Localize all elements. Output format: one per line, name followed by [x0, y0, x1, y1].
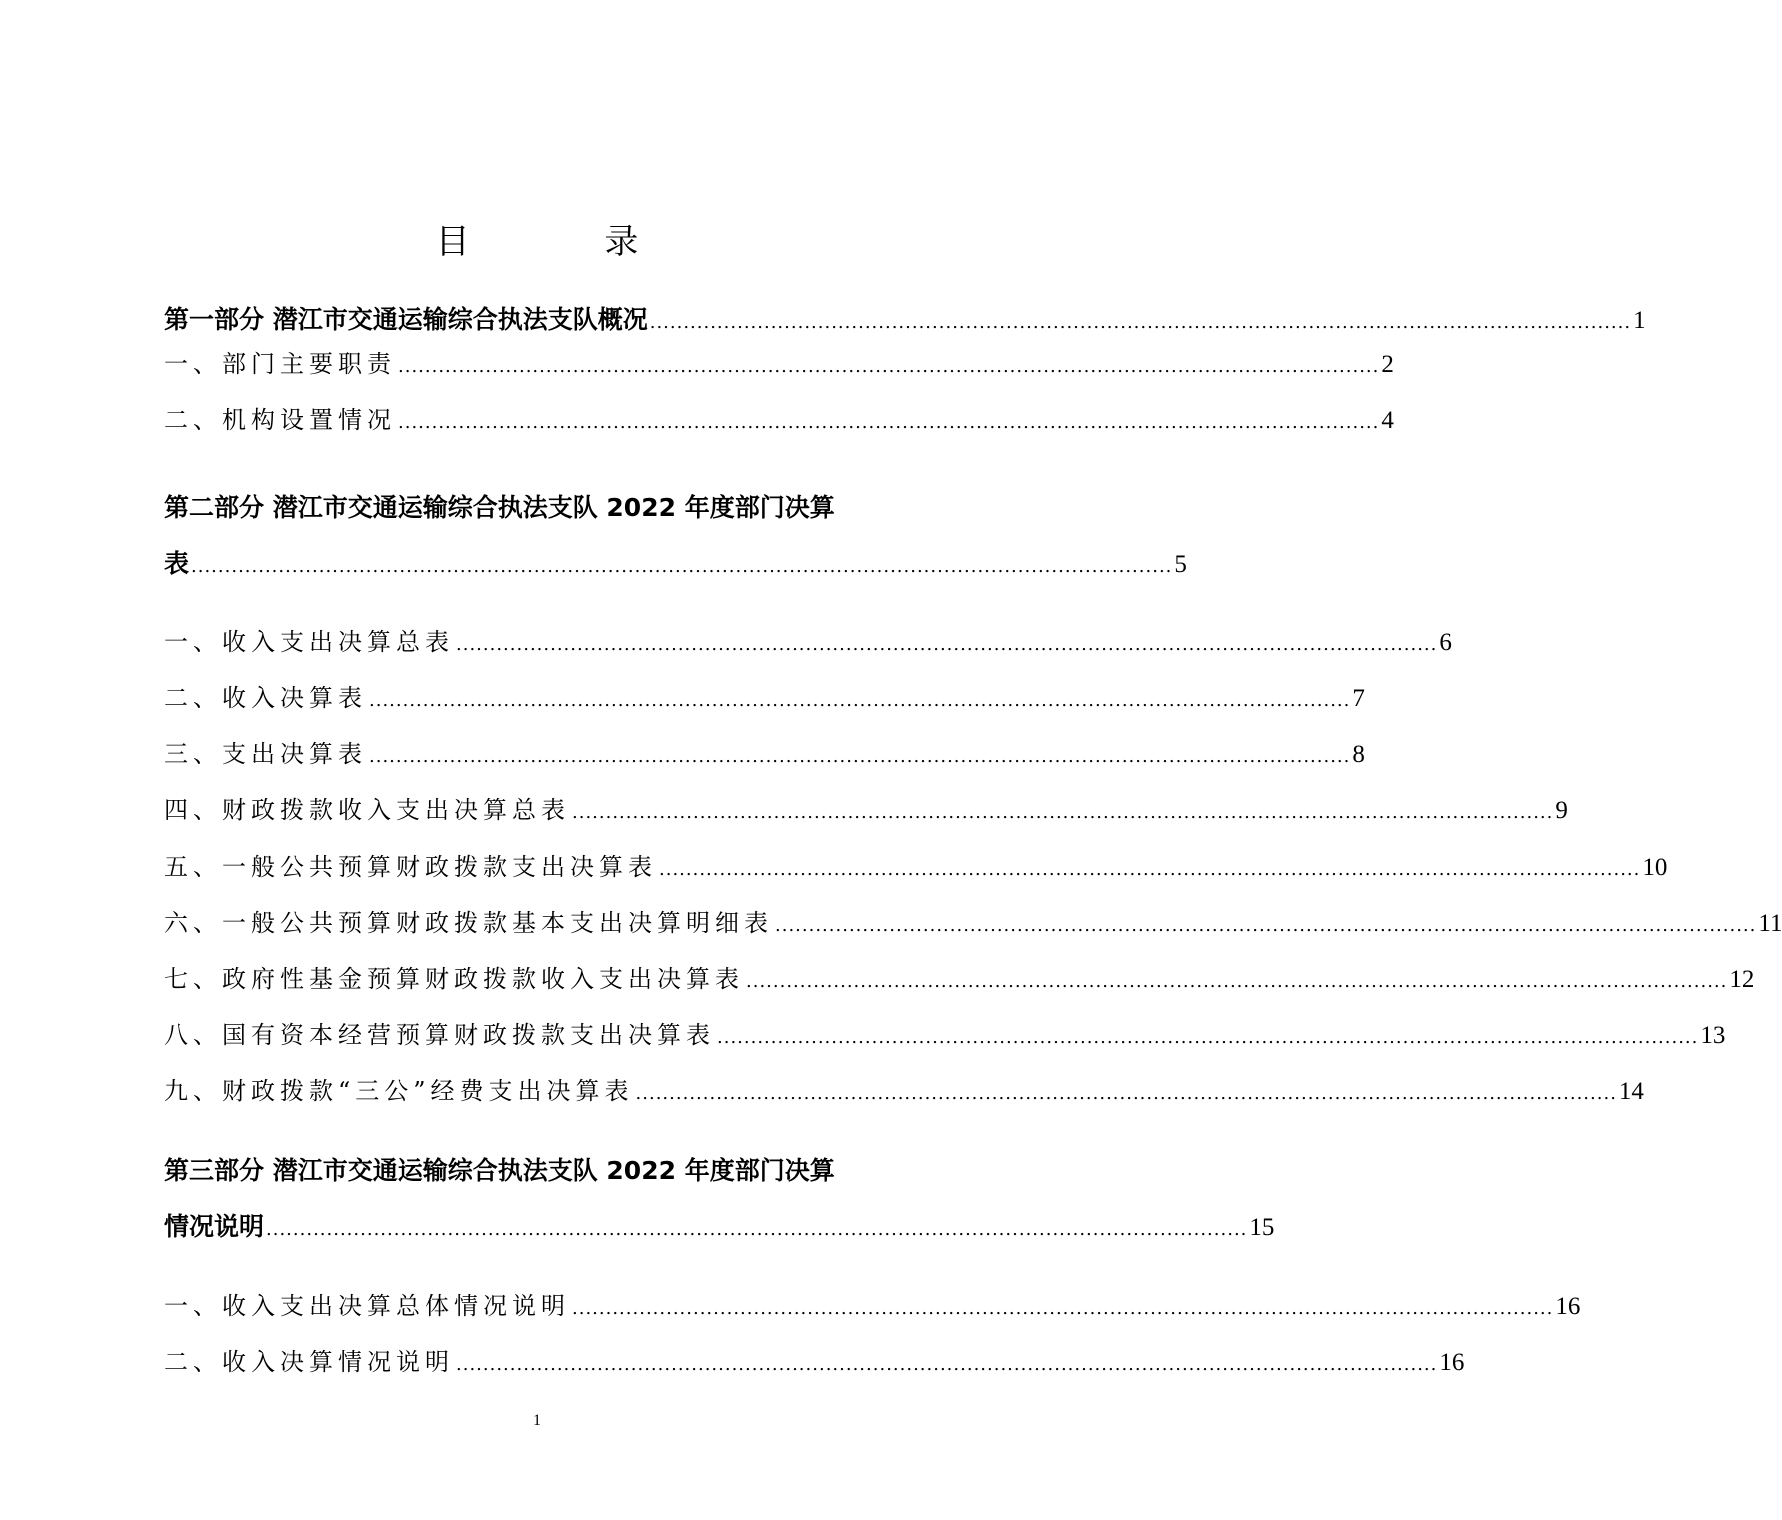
toc-entry-label: 六、一般公共预算财政拨款基本支出决算明细表: [164, 909, 773, 937]
toc-entry[interactable]: [164, 1342, 1465, 1377]
toc-entry-page: 16: [1555, 1293, 1581, 1320]
toc-entry-part-3-line1: 第三部分 潜江市交通运输综合执法支队 2022 年度部门决算: [164, 1156, 835, 1185]
toc-entry-label: 二、收入决算表: [164, 684, 367, 712]
toc-entry-label: 三、支出决算表: [164, 740, 367, 768]
toc-entry-page: 16: [1439, 1349, 1465, 1376]
toc-entry-part-2-line1: 第二部分 潜江市交通运输综合执法支队 2022 年度部门决算: [164, 493, 835, 522]
dot-leader: ..................................................................................................................................................: [746, 971, 1728, 992]
toc-entry-page: 4: [1381, 407, 1394, 434]
toc-entry-label: 表: [164, 549, 190, 578]
dot-leader: ..................................................................................................................................................: [635, 1083, 1617, 1104]
toc-entry-label: 一、部门主要职责: [164, 350, 396, 378]
toc-entry-label: 五、一般公共预算财政拨款支出决算表: [164, 853, 657, 881]
toc-entry[interactable]: [164, 622, 1452, 657]
toc-entry-page: 2: [1381, 351, 1394, 378]
toc-entry-part-3[interactable]: [164, 1207, 1275, 1243]
dot-leader: ..................................................................................................................................................: [456, 634, 1438, 655]
toc-entry-page: 10: [1642, 854, 1668, 881]
dot-leader: ..................................................................................................................................................: [398, 356, 1380, 377]
dot-leader: ..................................................................................................................................................: [659, 859, 1641, 880]
toc-entry[interactable]: [164, 847, 1668, 882]
toc-entry-page: 15: [1249, 1214, 1275, 1241]
dot-leader: ..................................................................................................................................................: [369, 746, 1351, 767]
toc-entry-label: 二、机构设置情况: [164, 406, 396, 434]
toc-entry[interactable]: [164, 734, 1365, 769]
toc-entry[interactable]: [164, 678, 1365, 713]
dot-leader: ..................................................................................................................................................: [456, 1354, 1438, 1375]
toc-entry-label: 四、财政拨款收入支出决算总表: [164, 796, 570, 824]
toc-entry-page: 14: [1618, 1078, 1644, 1105]
dot-leader: ..................................................................................................................................................: [369, 690, 1351, 711]
toc-entry[interactable]: [164, 400, 1394, 435]
toc-entry[interactable]: [164, 959, 1755, 994]
page-number: 1: [533, 1412, 541, 1429]
toc-entry-part-2[interactable]: [164, 544, 1187, 580]
toc-entry-page: 13: [1700, 1022, 1726, 1049]
toc-entry[interactable]: [164, 1286, 1581, 1321]
toc-entry-label: 二、收入决算情况说明: [164, 1348, 454, 1376]
toc-entry-page: 12: [1729, 966, 1755, 993]
dot-leader: ..................................................................................................................................................: [266, 1219, 1248, 1240]
dot-leader: ..................................................................................................................................................: [717, 1027, 1699, 1048]
toc-title: 目 录: [435, 222, 701, 262]
toc-entry-page: 9: [1555, 797, 1568, 824]
dot-leader: ..................................................................................................................................................: [398, 412, 1380, 433]
toc-entry-page: 5: [1174, 551, 1187, 578]
dot-leader: ..................................................................................................................................................: [572, 802, 1554, 823]
toc-entry-page: 1: [1633, 307, 1646, 334]
dot-leader: ..................................................................................................................................................: [191, 556, 1173, 577]
dot-leader: ..................................................................................................................................................: [775, 915, 1757, 936]
toc-entry-label: 一、收入支出决算总体情况说明: [164, 1292, 570, 1320]
toc-entry-label: 情况说明: [164, 1212, 265, 1241]
toc-entry-label: 九、财政拨款“三公”经费支出决算表: [164, 1077, 634, 1105]
toc-entry-page: 8: [1352, 741, 1365, 768]
toc-entry-page: 11: [1758, 910, 1782, 937]
toc-entry-label: 八、国有资本经营预算财政拨款支出决算表: [164, 1021, 715, 1049]
toc-entry-page: 7: [1352, 685, 1365, 712]
toc-entry[interactable]: [164, 1015, 1726, 1050]
toc-entry-label: 第一部分 潜江市交通运输综合执法支队概况: [164, 305, 648, 334]
toc-entry[interactable]: [164, 344, 1394, 379]
dot-leader: ..................................................................................................................................................: [572, 1298, 1554, 1319]
toc-entry[interactable]: [164, 903, 1782, 938]
toc-entry[interactable]: [164, 1071, 1644, 1106]
toc-entry-label: 七、政府性基金预算财政拨款收入支出决算表: [164, 965, 744, 993]
toc-entry-part-1[interactable]: [164, 300, 1646, 336]
toc-entry-page: 6: [1439, 629, 1452, 656]
dot-leader: ..................................................................................................................................................: [649, 312, 1632, 333]
toc-entry-label: 一、收入支出决算总表: [164, 628, 454, 656]
toc-entry[interactable]: [164, 790, 1568, 825]
